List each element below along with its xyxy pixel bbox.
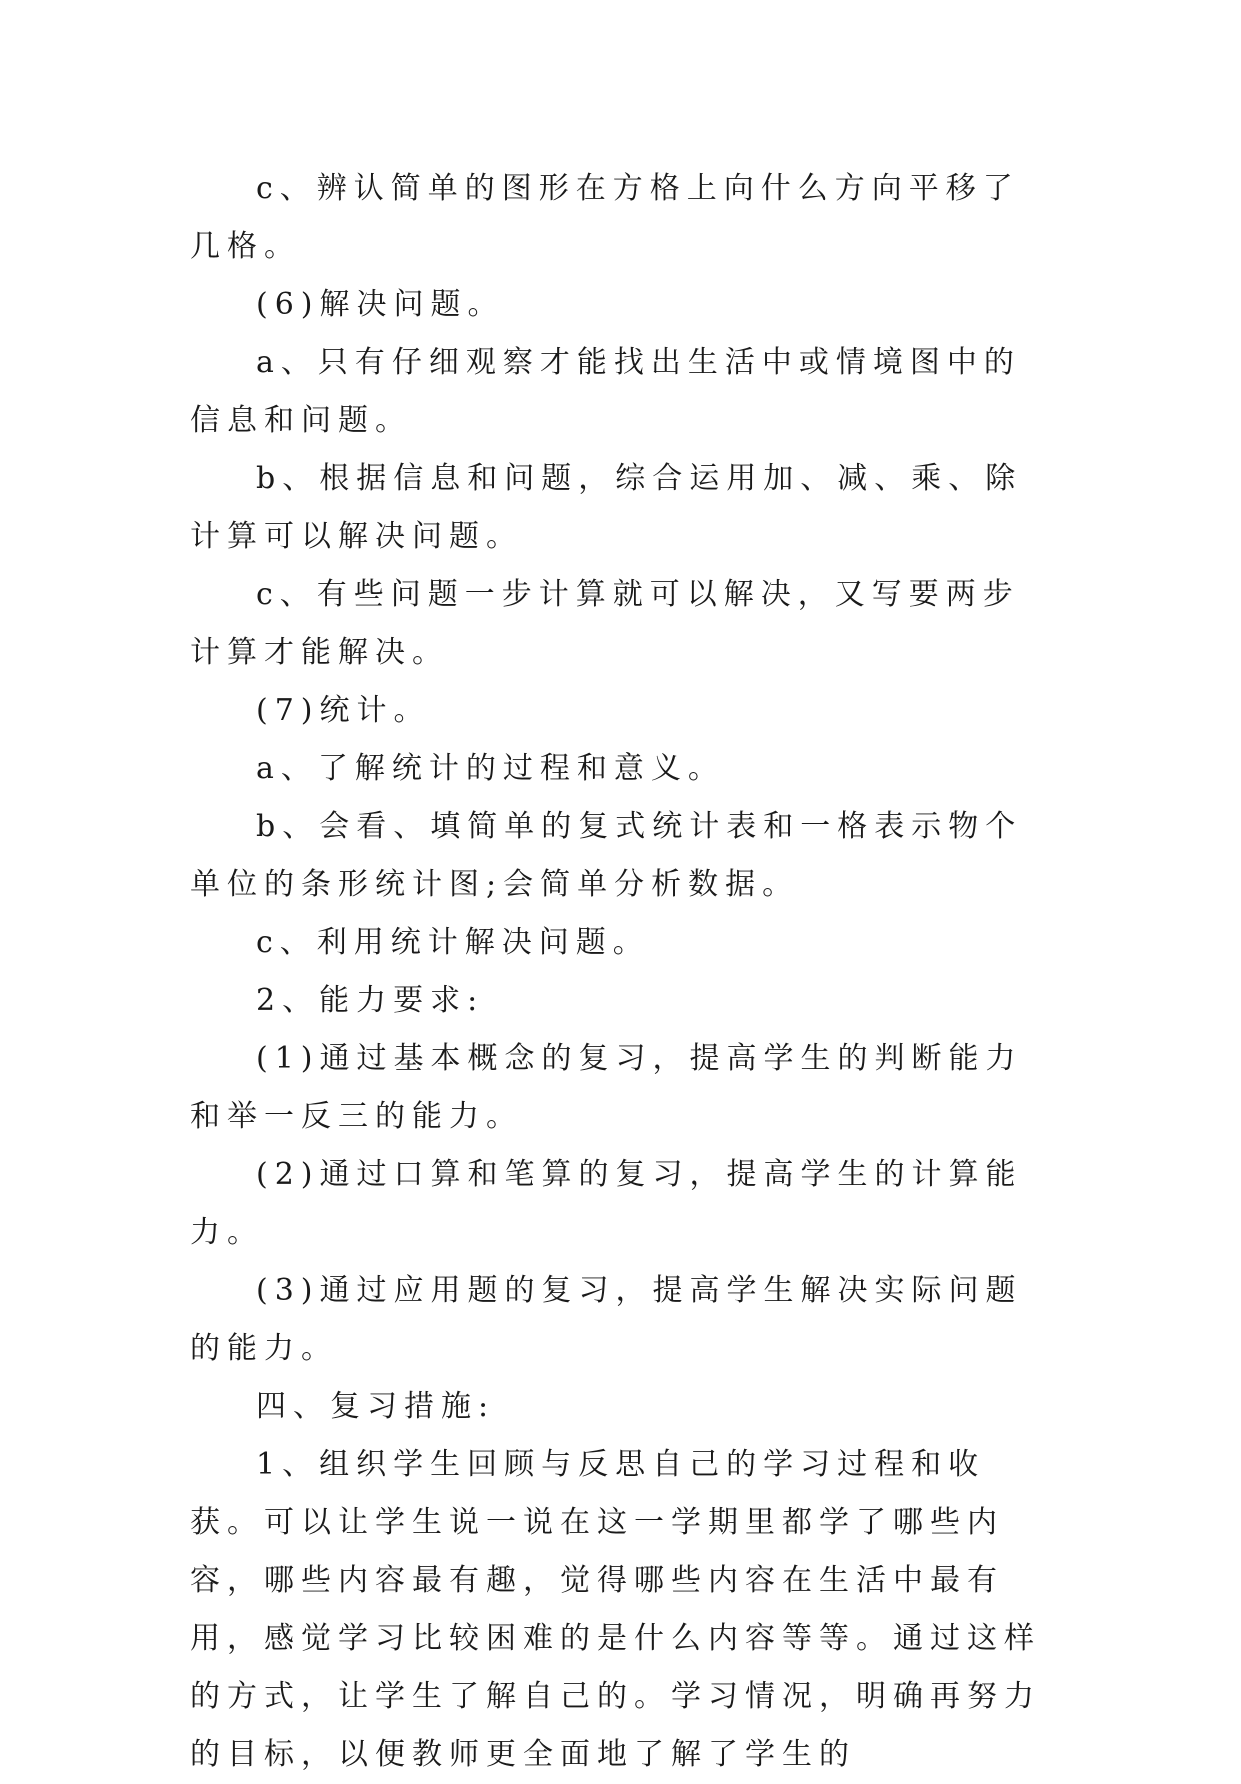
paragraph-statistics-a: a、了解统计的过程和意义。 xyxy=(256,751,725,786)
heading-ability-requirements: 2、能力要求: xyxy=(256,983,485,1018)
heading-solve-problems: (6)解决问题。 xyxy=(256,287,505,322)
paragraph-ability-1: (1)通过基本概念的复习，提高学生的判断能力和举一反三的能力。 xyxy=(190,1041,1023,1134)
paragraph-measure-1: 1、组织学生回顾与反思自己的学习过程和收获。可以让学生说一说在这一学期里都学了哪些内容，哪些内容最有趣，觉得哪些内容在生活中最有用，感觉学习比较困难的是什么内容等等。通过这样的方式，让学生了解自己的。学习情况，明确再努力的目标，以便教师更全面地了解了学生的 xyxy=(190,1447,1041,1772)
heading-review-measures: 四、复习措施: xyxy=(256,1389,496,1424)
document-body xyxy=(190,160,1050,1784)
paragraph-solve-c: c、有些问题一步计算就可以解决，又写要两步计算才能解决。 xyxy=(190,577,1020,670)
paragraph-ability-3: (3)通过应用题的复习，提高学生解决实际问题的能力。 xyxy=(190,1273,1023,1366)
paragraph-solve-b: b、根据信息和问题，综合运用加、减、乘、除计算可以解决问题。 xyxy=(190,461,1023,554)
paragraph-statistics-c: c、利用统计解决问题。 xyxy=(256,925,650,960)
paragraph-ability-2: (2)通过口算和笔算的复习，提高学生的计算能力。 xyxy=(190,1157,1023,1250)
paragraph-translation-c: c、辨认简单的图形在方格上向什么方向平移了几格。 xyxy=(190,171,1020,264)
heading-statistics: (7)统计。 xyxy=(256,693,431,728)
paragraph-statistics-b: b、会看、填简单的复式统计表和一格表示物个单位的条形统计图;会简单分析数据。 xyxy=(190,809,1023,902)
paragraph-solve-a: a、只有仔细观察才能找出生活中或情境图中的信息和问题。 xyxy=(190,345,1021,438)
